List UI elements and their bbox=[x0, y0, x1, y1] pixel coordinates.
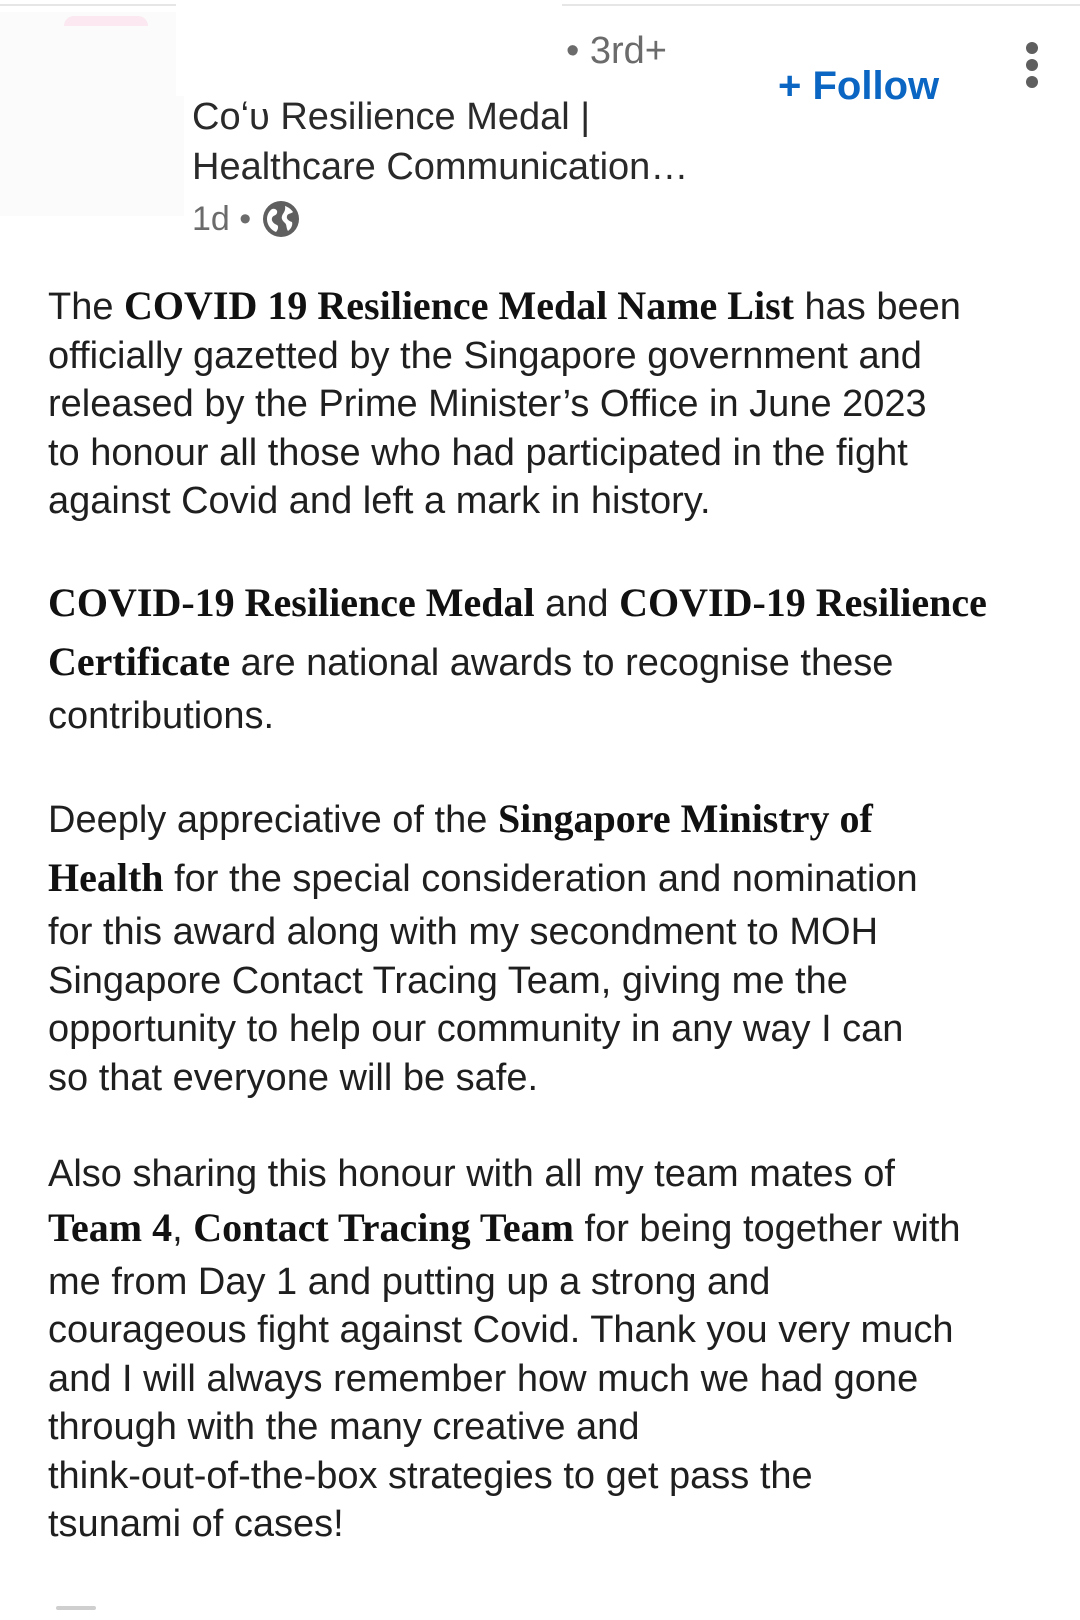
bold-run: COVID-19 Resilience Medal bbox=[48, 579, 535, 625]
bold-run: COVID-19 Resilience bbox=[619, 579, 987, 625]
text-line bbox=[48, 849, 1068, 908]
post-time: 1d • bbox=[192, 199, 252, 238]
avatar-edge bbox=[64, 16, 148, 26]
text-line: opportunity to help our community in any way I can bbox=[48, 1008, 904, 1050]
bold-run: Certificate bbox=[48, 638, 231, 684]
bold-run: Contact Tracing Team bbox=[193, 1204, 574, 1250]
text-line bbox=[48, 790, 1068, 849]
paragraph-3 bbox=[48, 790, 1068, 1102]
post-body bbox=[48, 282, 1068, 1597]
globe-icon bbox=[261, 199, 301, 239]
text-run: are national awards to recognise these bbox=[230, 641, 894, 684]
bold-run: Singapore Ministry of bbox=[497, 796, 873, 841]
text-line: and I will always remember how much we had gone bbox=[48, 1357, 919, 1400]
text-line: Singapore Contact Tracing Team, giving me the bbox=[48, 959, 848, 1002]
text-line: released by the Prime Minister’s Office in June 2023 bbox=[48, 383, 927, 425]
text-run: for being together with bbox=[573, 1207, 961, 1250]
author-name-redacted bbox=[176, 0, 562, 96]
paragraph-4 bbox=[48, 1150, 1068, 1549]
follow-button[interactable]: + Follow bbox=[778, 64, 940, 108]
text-line: tsunami of cases! bbox=[48, 1503, 344, 1545]
menu-dot bbox=[1026, 42, 1038, 54]
text-line: against Covid and left a mark in history. bbox=[48, 480, 711, 522]
text-line bbox=[48, 282, 1068, 332]
text-run: and bbox=[534, 582, 620, 625]
paragraph-2 bbox=[48, 574, 1068, 741]
text-line: me from Day 1 and putting up a strong and bbox=[48, 1260, 771, 1303]
text-line: to honour all those who had participated in the fight bbox=[48, 431, 908, 474]
text-line: for this award along with my secondment to MOH bbox=[48, 911, 879, 953]
text-run: , bbox=[172, 1207, 194, 1250]
more-vertical-icon[interactable] bbox=[1016, 42, 1048, 88]
author-headline[interactable] bbox=[192, 92, 752, 192]
text-run: has been bbox=[793, 286, 961, 328]
text-line bbox=[48, 1199, 1068, 1258]
post-meta bbox=[192, 196, 301, 242]
menu-dot bbox=[1026, 59, 1038, 71]
text-run: Deeply appreciative of the bbox=[48, 799, 498, 841]
text-line: so that everyone will be safe. bbox=[48, 1056, 539, 1099]
headline-line-2: Healthcare Communication… bbox=[192, 146, 689, 188]
text-line: courageous fight against Covid. Thank you very much bbox=[48, 1309, 954, 1351]
text-line: think-out-of-the-box strategies to get pass the bbox=[48, 1454, 813, 1497]
menu-dot bbox=[1026, 76, 1038, 88]
text-line: Also sharing this honour with all my team mates of bbox=[48, 1153, 895, 1195]
avatar[interactable] bbox=[0, 12, 184, 216]
text-line: officially gazetted by the Singapore government and bbox=[48, 334, 922, 377]
bold-run: COVID 19 Resilience Medal Name List bbox=[124, 283, 794, 328]
text-line bbox=[48, 574, 1068, 633]
bold-run: Health bbox=[48, 855, 164, 900]
text-run: for the special consideration and nomination bbox=[163, 858, 918, 900]
next-content-edge bbox=[56, 1606, 96, 1610]
text-line: through with the many creative and bbox=[48, 1406, 640, 1448]
bold-run: Team 4 bbox=[48, 1204, 173, 1250]
headline-line-1: Coʻᴜ Resilience Medal | bbox=[192, 96, 591, 138]
text-line bbox=[48, 633, 1068, 692]
connection-degree: • 3rd+ bbox=[566, 30, 667, 72]
text-run: The bbox=[48, 286, 125, 328]
text-line: contributions. bbox=[48, 694, 275, 737]
paragraph-1 bbox=[48, 282, 1068, 526]
